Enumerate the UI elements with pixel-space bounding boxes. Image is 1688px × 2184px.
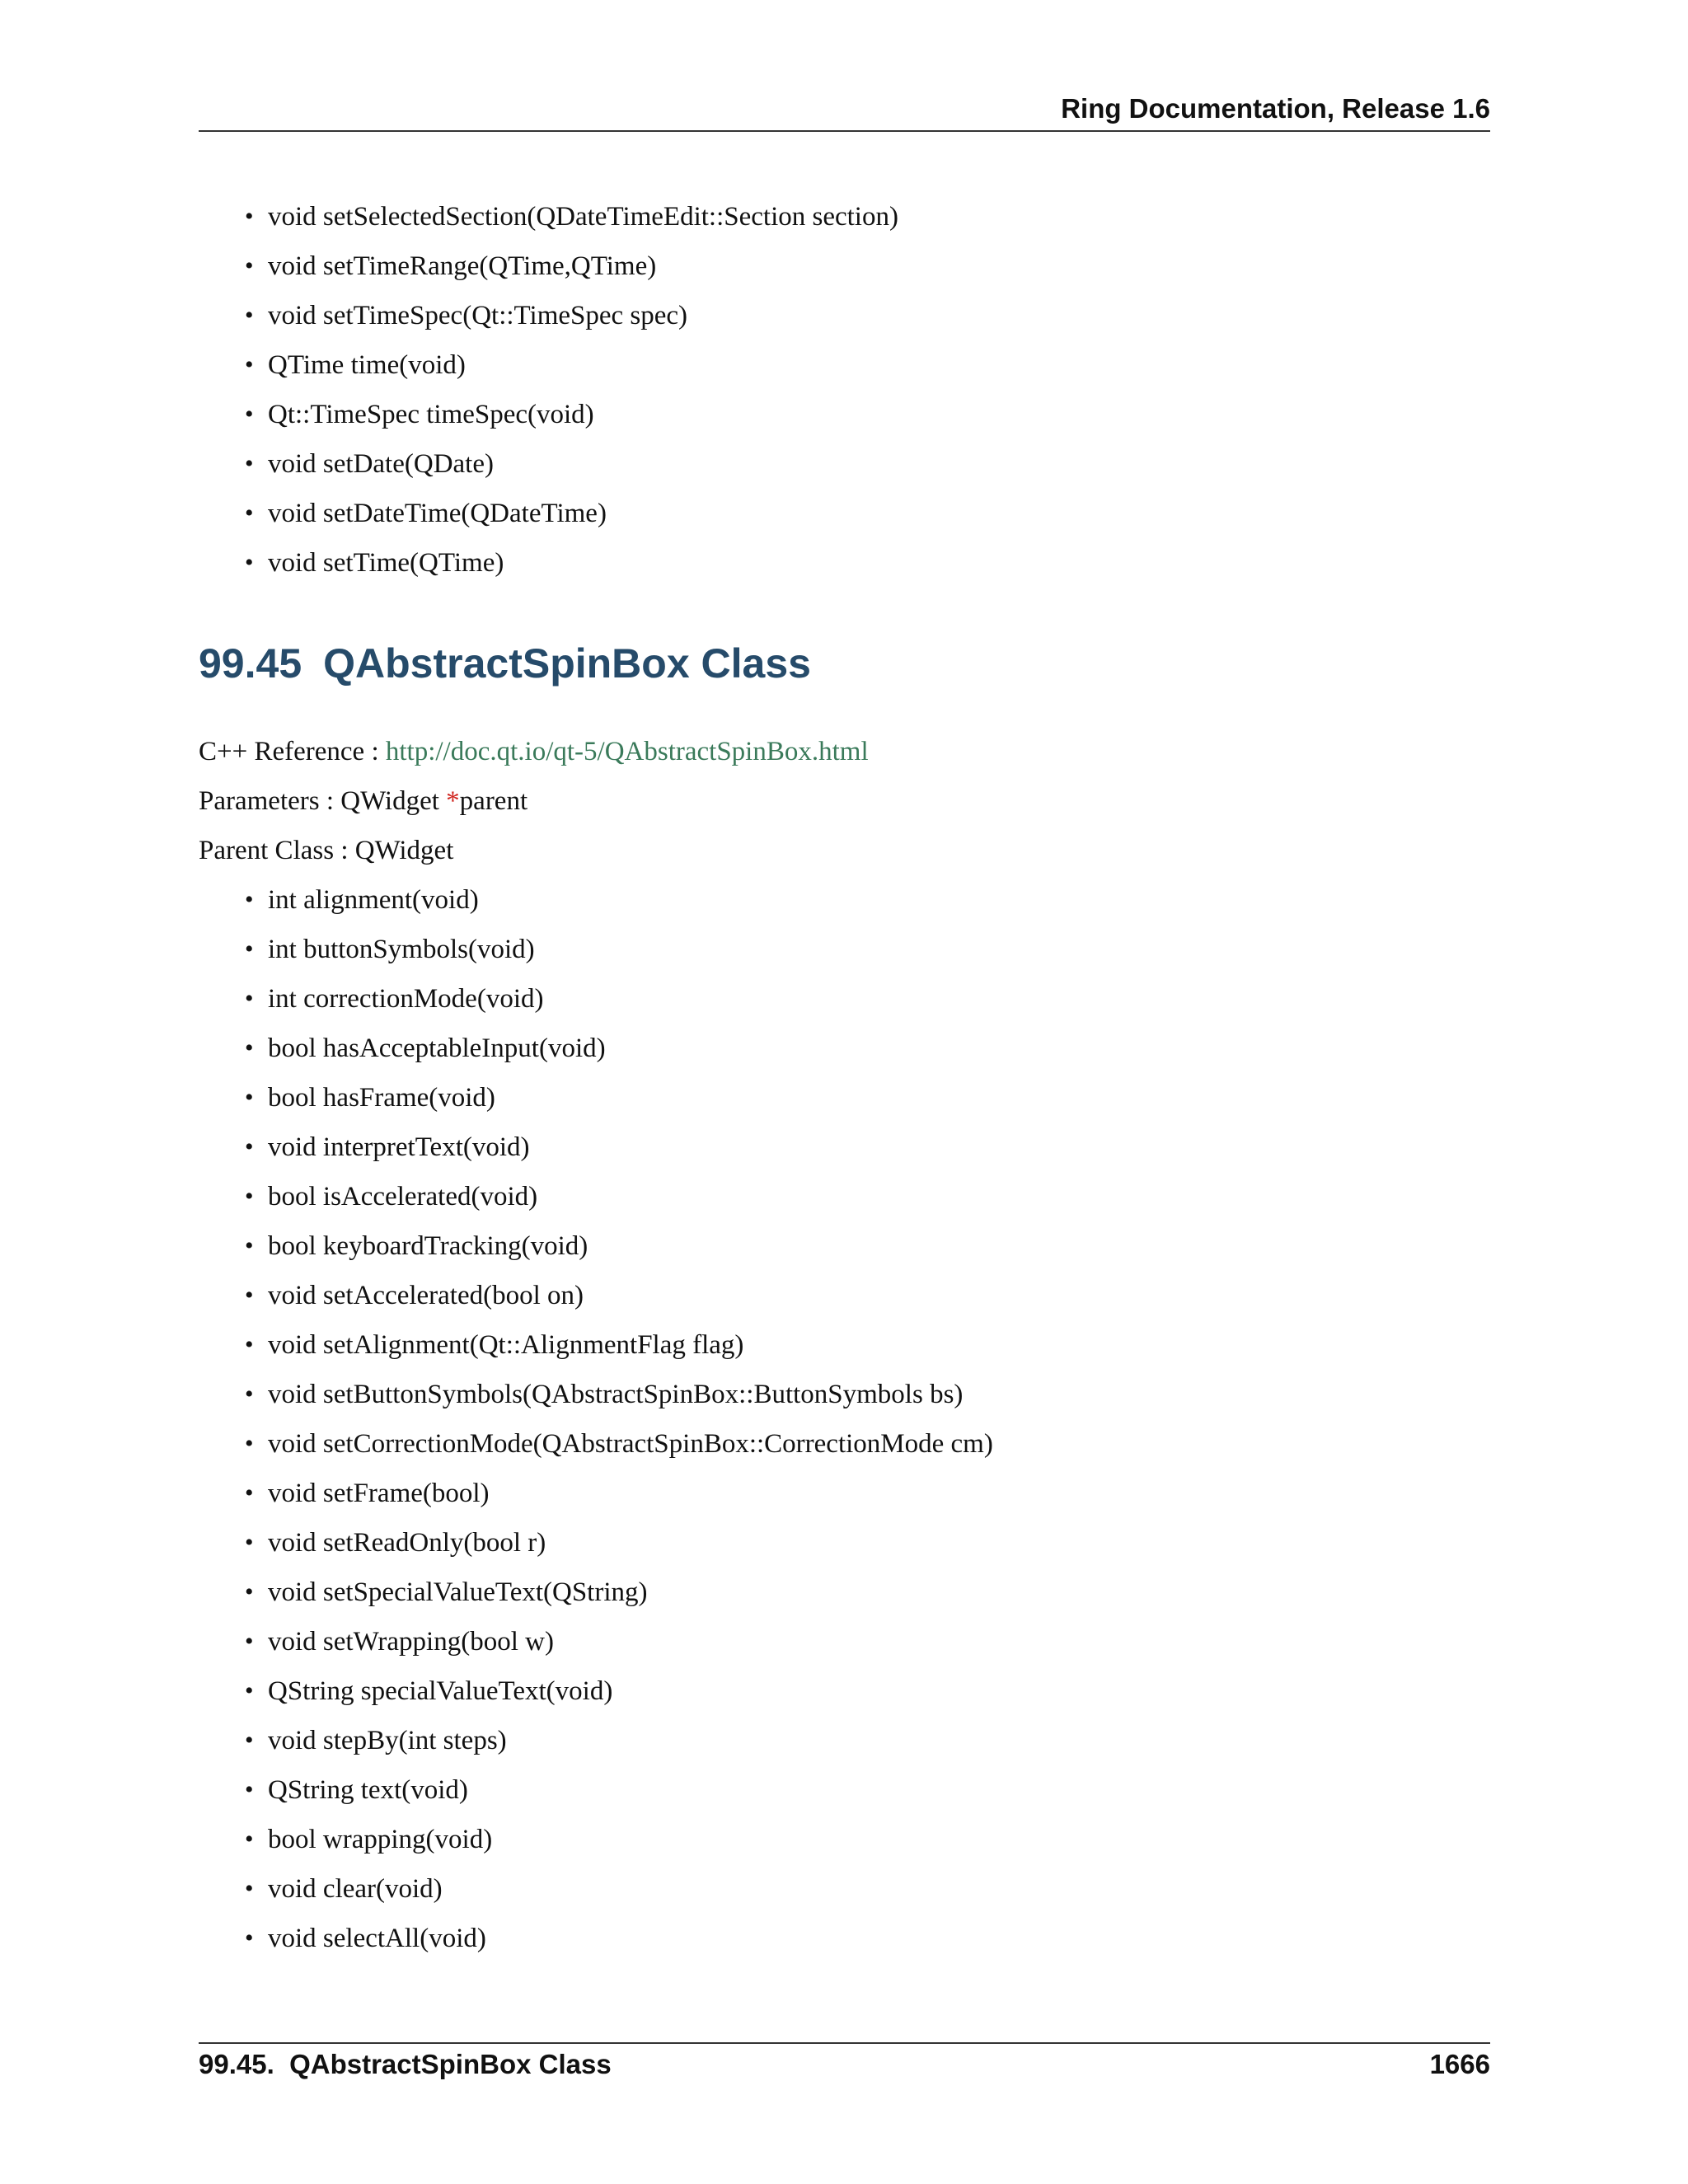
list-item-text: void setAccelerated(bool on) bbox=[268, 1281, 584, 1310]
list-item bbox=[245, 1716, 507, 1765]
cpp-reference-link[interactable]: http://doc.qt.io/qt-5/QAbstractSpinBox.html bbox=[385, 737, 869, 766]
list-item bbox=[245, 1024, 606, 1073]
bullet-icon: • bbox=[245, 1628, 254, 1655]
bullet-icon: • bbox=[245, 1282, 254, 1309]
list-item-text: bool keyboardTracking(void) bbox=[268, 1231, 588, 1261]
list-item bbox=[245, 1815, 493, 1864]
list-item bbox=[245, 1370, 964, 1419]
parent-class-line: Parent Class : QWidget bbox=[199, 836, 454, 865]
list-item bbox=[245, 489, 607, 538]
bullet-icon: • bbox=[245, 1875, 254, 1902]
list-item-text: void setSelectedSection(QDateTimeEdit::Section section) bbox=[268, 202, 898, 232]
bullet-icon: • bbox=[245, 1529, 254, 1556]
list-item-text: void setWrapping(bool w) bbox=[268, 1627, 554, 1657]
list-item bbox=[245, 291, 688, 340]
bullet-icon: • bbox=[245, 1380, 254, 1408]
list-item-text: QTime time(void) bbox=[268, 350, 466, 380]
list-item bbox=[245, 1122, 530, 1172]
header-rule bbox=[199, 130, 1490, 132]
parameters-line bbox=[199, 776, 528, 826]
list-item-text: QString text(void) bbox=[268, 1775, 468, 1805]
bullet-icon: • bbox=[245, 985, 254, 1012]
list-item-text: bool isAccelerated(void) bbox=[268, 1182, 538, 1212]
list-item bbox=[245, 1864, 443, 1914]
list-item bbox=[245, 1172, 538, 1221]
list-item bbox=[245, 241, 657, 291]
list-item bbox=[245, 538, 504, 588]
list-item-text: void setButtonSymbols(QAbstractSpinBox::ButtonSymbols bs) bbox=[268, 1380, 964, 1409]
list-item-text: void interpretText(void) bbox=[268, 1132, 530, 1162]
bullet-icon: • bbox=[245, 1578, 254, 1605]
list-item-text: Qt::TimeSpec timeSpec(void) bbox=[268, 400, 594, 429]
list-item-text: void setSpecialValueText(QString) bbox=[268, 1577, 648, 1607]
bullet-icon: • bbox=[245, 1133, 254, 1160]
bullet-icon: • bbox=[245, 450, 254, 477]
bullet-icon: • bbox=[245, 1430, 254, 1457]
list-item-text: bool hasFrame(void) bbox=[268, 1083, 495, 1113]
list-item bbox=[245, 1765, 468, 1815]
list-item-text: void setReadOnly(bool r) bbox=[268, 1528, 546, 1558]
bullet-icon: • bbox=[245, 1232, 254, 1259]
list-item-text: void selectAll(void) bbox=[268, 1924, 486, 1953]
list-item-text: int buttonSymbols(void) bbox=[268, 935, 535, 964]
footer-section: 99.45. QAbstractSpinBox Class bbox=[199, 2049, 612, 2079]
list-item-text: void setDate(QDate) bbox=[268, 449, 494, 479]
list-item-text: void stepBy(int steps) bbox=[268, 1726, 507, 1755]
list-item bbox=[245, 1469, 490, 1518]
bullet-icon: • bbox=[245, 1776, 254, 1803]
bullet-icon: • bbox=[245, 302, 254, 329]
list-item-text: void setDateTime(QDateTime) bbox=[268, 499, 607, 528]
bullet-icon: • bbox=[245, 1034, 254, 1062]
bullet-icon: • bbox=[245, 886, 254, 913]
list-item-text: void setTime(QTime) bbox=[268, 548, 504, 578]
running-footer bbox=[199, 2044, 1490, 2085]
list-item-text: void setTimeRange(QTime,QTime) bbox=[268, 251, 657, 281]
bullet-icon: • bbox=[245, 203, 254, 230]
list-item bbox=[245, 1666, 613, 1716]
bullet-icon: • bbox=[245, 1924, 254, 1952]
list-item bbox=[245, 192, 898, 241]
bullet-icon: • bbox=[245, 1677, 254, 1704]
bullet-icon: • bbox=[245, 252, 254, 279]
bullet-icon: • bbox=[245, 1727, 254, 1754]
bullet-icon: • bbox=[245, 1331, 254, 1358]
running-header: Ring Documentation, Release 1.6 bbox=[1061, 93, 1490, 124]
list-item bbox=[245, 1518, 546, 1568]
section-number: 99.45 bbox=[199, 640, 302, 687]
list-item-text: QString specialValueText(void) bbox=[268, 1676, 613, 1706]
list-item-text: void setFrame(bool) bbox=[268, 1479, 490, 1508]
bullet-icon: • bbox=[245, 351, 254, 378]
cpp-reference-label: C++ Reference : bbox=[199, 737, 386, 766]
list-item bbox=[245, 875, 479, 925]
list-item-text: void setTimeSpec(Qt::TimeSpec spec) bbox=[268, 301, 688, 330]
list-item bbox=[245, 1617, 554, 1666]
list-item-text: int correctionMode(void) bbox=[268, 984, 544, 1014]
list-item bbox=[245, 439, 494, 489]
parameters-label: Parameters : QWidget bbox=[199, 786, 447, 816]
list-item bbox=[245, 340, 466, 390]
list-item-text: int alignment(void) bbox=[268, 885, 479, 915]
list-item bbox=[245, 390, 594, 439]
bullet-icon: • bbox=[245, 935, 254, 963]
bullet-icon: • bbox=[245, 401, 254, 428]
bullet-icon: • bbox=[245, 1825, 254, 1853]
list-item-text: bool wrapping(void) bbox=[268, 1825, 493, 1854]
list-item bbox=[245, 1568, 648, 1617]
list-item bbox=[245, 925, 535, 974]
list-item-text: void setCorrectionMode(QAbstractSpinBox::CorrectionMode cm) bbox=[268, 1429, 993, 1459]
list-item bbox=[245, 1073, 495, 1122]
section-title: QAbstractSpinBox Class bbox=[323, 640, 811, 687]
list-item-text: void setAlignment(Qt::AlignmentFlag flag) bbox=[268, 1330, 744, 1360]
parameters-name: parent bbox=[459, 786, 528, 816]
bullet-icon: • bbox=[245, 549, 254, 576]
bullet-icon: • bbox=[245, 499, 254, 527]
list-item bbox=[245, 1419, 993, 1469]
section-heading bbox=[199, 635, 811, 692]
list-item bbox=[245, 1320, 744, 1370]
bullet-icon: • bbox=[245, 1084, 254, 1111]
list-item bbox=[245, 974, 544, 1024]
list-item-text: bool hasAcceptableInput(void) bbox=[268, 1033, 606, 1063]
list-item bbox=[245, 1221, 588, 1271]
bullet-icon: • bbox=[245, 1183, 254, 1210]
list-item bbox=[245, 1914, 486, 1963]
list-item bbox=[245, 1271, 584, 1320]
cpp-reference bbox=[199, 727, 869, 776]
list-item-text: void clear(void) bbox=[268, 1874, 443, 1904]
page-number: 1666 bbox=[1429, 2049, 1490, 2079]
pointer-star: * bbox=[446, 786, 460, 816]
bullet-icon: • bbox=[245, 1479, 254, 1507]
